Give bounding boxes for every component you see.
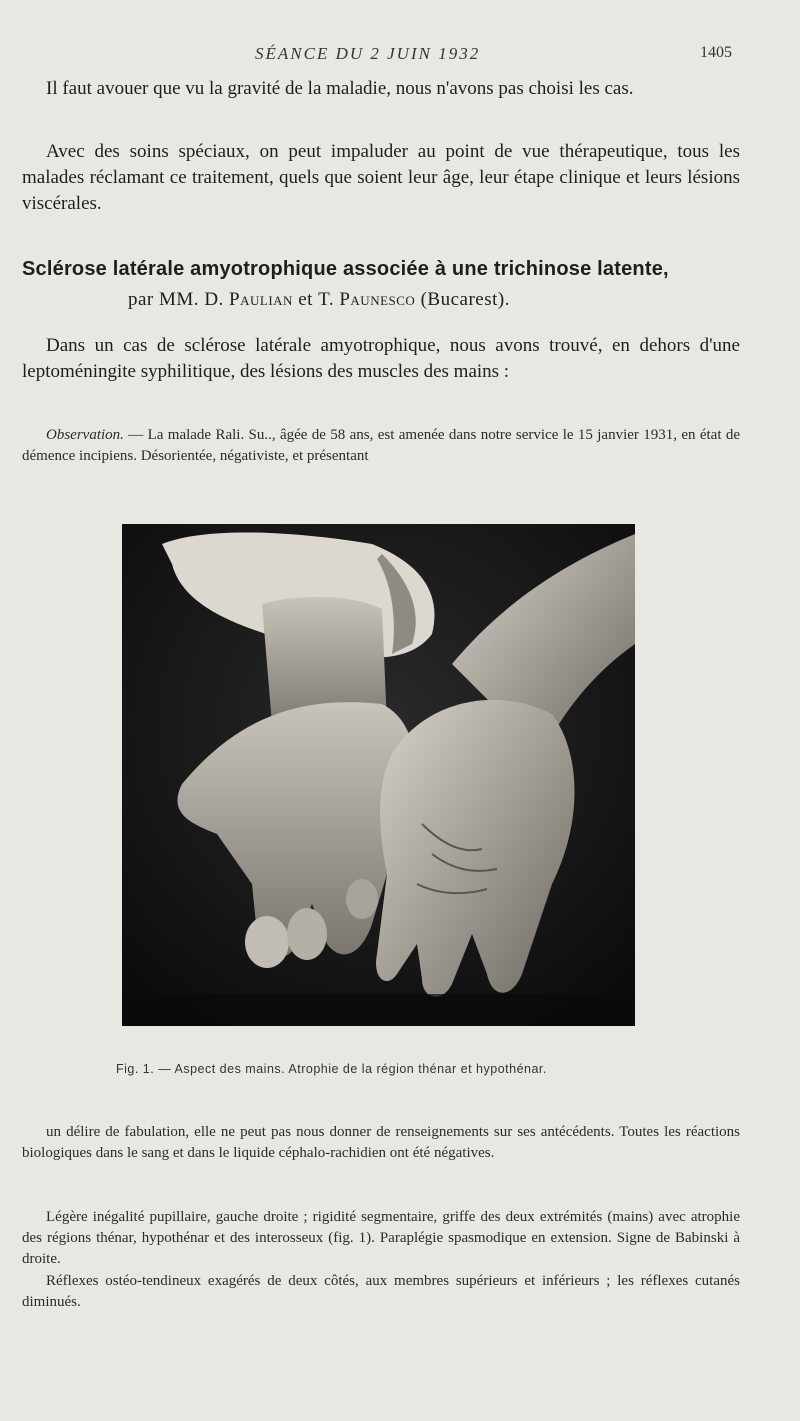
intro-paragraph-2: Avec des soins spéciaux, on peut impaluder au point de vue thérapeutique, tous les malades réclamant ce traitement, quels que soient leur âge, leur étape clinique et leurs lésions viscérales. [22, 141, 740, 214]
observation-text: — La malade Rali. Su.., âgée de 58 ans, est amenée dans notre service le 15 janvier 1931, en état de démence incipiens. Désorientée, négativiste, et présentant [22, 427, 740, 464]
body-paragraph-1: Dans un cas de sclérose latérale amyotrophique, nous avons trouvé, en dehors d'une leptoméningite syphilitique, des lésions des muscles des mains : [22, 335, 740, 382]
article-title: Sclérose latérale amyotrophique associée à une trichinose latente, [22, 258, 669, 280]
continuation-paragraph-1: un délire de fabulation, elle ne peut pas nous donner de renseignements sur ses antécédents. Toutes les réactions biologiques dans le sang et dans le liquide céphalo-rachidien ont été négatives. [22, 1124, 740, 1161]
running-title: SÉANCE DU 2 JUIN 1932 [255, 44, 481, 63]
page-header [0, 44, 800, 68]
observation-label: Observation. [46, 427, 124, 443]
figure-photo-hands [122, 524, 635, 1026]
intro-paragraph-1: Il faut avouer que vu la gravité de la maladie, nous n'avons pas choisi les cas. [46, 78, 634, 99]
byline-and: et [298, 289, 313, 310]
continuation-paragraph-2: Légère inégalité pupillaire, gauche droite ; rigidité segmentaire, griffe des deux extrémités (mains) avec atrophie des régions thénar, hypothénar et des interosseux (fig. 1). Paraplégie spasmodique en extension. Signe de Babinski à droite. [22, 1209, 740, 1267]
observation-paragraph [22, 425, 740, 467]
byline-city: (Bucarest). [420, 289, 510, 310]
author-2: T. Paunesco [318, 289, 416, 310]
byline [128, 289, 510, 311]
continuation-paragraph-3: Réflexes ostéo-tendineux exagérés de deux côtés, aux membres supérieurs et inférieurs ; les réflexes cutanés diminués. [22, 1273, 740, 1310]
page-number: 1405 [700, 44, 732, 61]
hands-photograph [122, 524, 635, 1026]
author-1: D. Paulian [204, 289, 293, 310]
figure-caption: Fig. 1. — Aspect des mains. Atrophie de la région thénar et hypothénar. [116, 1062, 547, 1076]
byline-prefix: par MM. [128, 289, 200, 310]
